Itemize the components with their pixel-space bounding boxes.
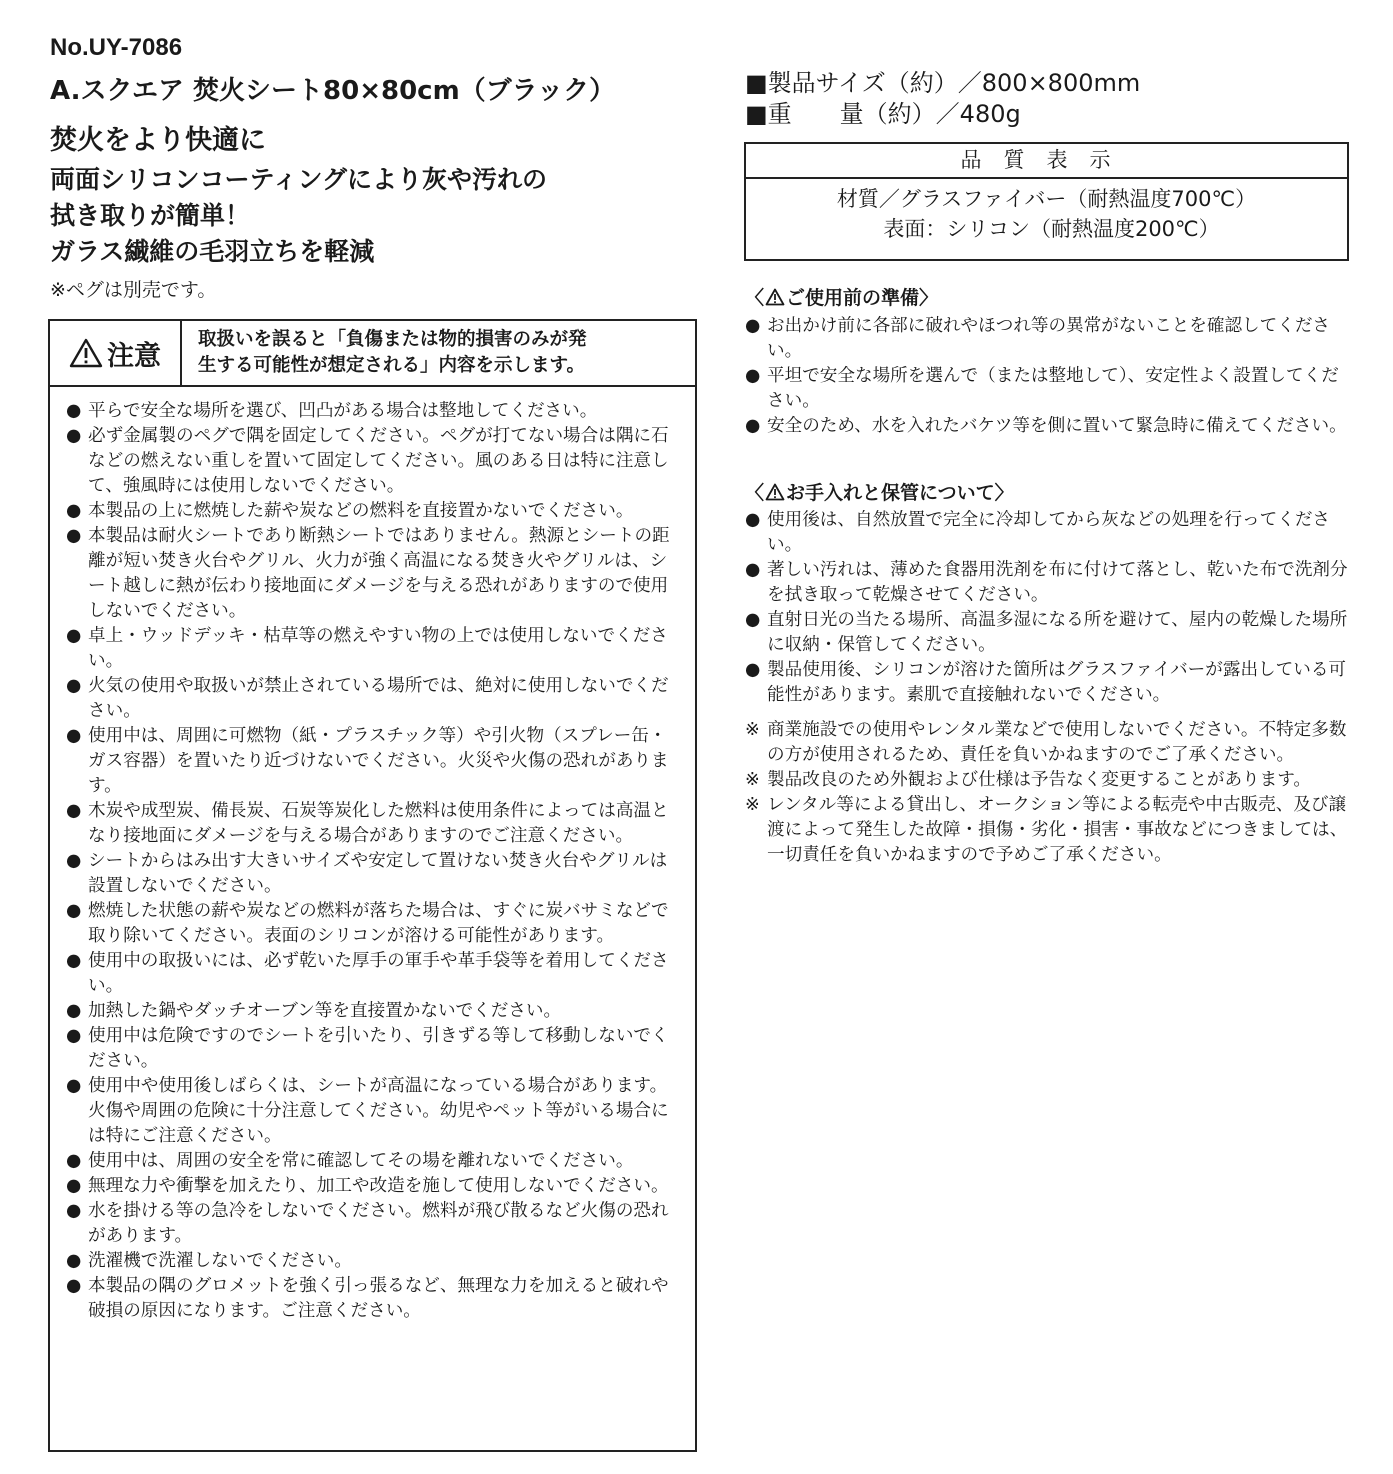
preparation-list <box>745 314 1350 439</box>
care-heading <box>745 478 1014 505</box>
caution-item: ● 洗濯機で洗濯しないでください。 <box>66 1249 675 1274</box>
quality-surface: 表面：シリコン（耐熱温度200℃） <box>883 217 1220 241</box>
care-item: ● 直射日光の当たる場所、高温多湿になる所を避けて、屋内の乾燥した場所に収納・保管してください。 <box>745 608 1350 658</box>
preparation-item: ● お出かけ前に各部に破れやほつれ等の異常がないことを確認してください。 <box>745 314 1350 364</box>
caution-item: ● 使用中は、周囲に可燃物（紙・プラスチック等）や引火物（スプレー缶・ガス容器）を置いたり近づけないでください。火災や火傷の恐れがあります。 <box>66 724 675 799</box>
spec-block <box>745 68 1140 130</box>
caution-description-line: 取扱いを誤ると「負傷または物的損害のみが発 <box>198 329 587 350</box>
note-item: ※ 製品改良のため外観および仕様は予告なく変更することがあります。 <box>745 768 1350 793</box>
caution-item: ● シートからはみ出す大きいサイズや安定して置けない焚き火台やグリルは設置しないでください。 <box>66 849 675 899</box>
caution-item: ● 使用中は、周囲の安全を常に確認してその場を離れないでください。 <box>66 1149 675 1174</box>
quality-material: 材質／グラスファイバー（耐熱温度700℃） <box>836 187 1257 211</box>
warning-icon <box>765 483 785 501</box>
feature-line: ガラス繊維の毛羽立ちを軽減 <box>50 237 375 266</box>
care-heading-bracket: 〈 <box>745 482 765 504</box>
caution-item: ● 無理な力や衝撃を加えたり、加工や改造を施して使用しないでください。 <box>66 1174 675 1199</box>
caution-item: ● 必ず金属製のペグで隅を固定してください。ペグが打てない場合は隅に石などの燃えない重しを置いて固定してください。風のある日は特に注意して、強風時には使用しないでください。 <box>66 424 675 499</box>
caution-item: ● 卓上・ウッドデッキ・枯草等の燃えやすい物の上では使用しないでください。 <box>66 624 675 674</box>
notes-list <box>745 718 1350 868</box>
caution-item: ● 使用中や使用後しばらくは、シートが高温になっている場合があります。火傷や周囲の危険に十分注意してください。幼児やペット等がいる場合には特にご注意ください。 <box>66 1074 675 1149</box>
caution-item: ● 水を掛ける等の急冷をしないでください。燃料が飛び散るなど火傷の恐れがあります。 <box>66 1199 675 1249</box>
caution-item: ● 加熱した鍋やダッチオーブン等を直接置かないでください。 <box>66 999 675 1024</box>
caution-description <box>198 327 687 379</box>
caution-item: ● 本製品は耐火シートであり断熱シートではありません。熱源とシートの距離が短い焚き火台やグリル、火力が強く高温になる焚き火やグリルは、シート越しに熱が伝わり接地面にダメージを与える恐れがありますので使用しないでください。 <box>66 524 675 624</box>
preparation-heading-text: ご使用前の準備〉 <box>786 287 939 309</box>
feature-line: 拭き取りが簡単！ <box>50 201 251 230</box>
preparation-heading <box>745 283 938 310</box>
care-item: ● 著しい汚れは、薄めた食器用洗剤を布に付けて落とし、乾いた布で洗剤分を拭き取って乾燥させてください。 <box>745 558 1350 608</box>
caution-header <box>50 321 695 387</box>
caution-item: ● 使用中の取扱いには、必ず乾いた厚手の軍手や革手袋等を着用してください。 <box>66 949 675 999</box>
caution-item: ● 燃焼した状態の薪や炭などの燃料が落ちた場合は、すぐに炭バサミなどで取り除いてください。表面のシリコンが溶ける可能性があります。 <box>66 899 675 949</box>
preparation-heading-bracket: 〈 <box>745 287 765 309</box>
caution-item: ● 平らで安全な場所を選び、凹凸がある場合は整地してください。 <box>66 399 675 424</box>
care-item: ● 使用後は、自然放置で完全に冷却してから灰などの処理を行ってください。 <box>745 508 1350 558</box>
care-list <box>745 508 1350 708</box>
spec-size: ■製品サイズ（約）／800×800mm <box>745 69 1141 97</box>
quality-label-header: 品質表示 <box>746 144 1347 179</box>
caution-item: ● 本製品の隅のグロメットを強く引っ張るなど、無理な力を加えると破れや破損の原因になります。ご注意ください。 <box>66 1274 675 1324</box>
note-item: ※ 商業施設での使用やレンタル業などで使用しないでください。不特定多数の方が使用されるため、責任を負いかねますのでご了承ください。 <box>745 718 1350 768</box>
caution-label-text: 注意 <box>107 340 161 372</box>
note-item: ※ レンタル等による貸出し、オークション等による転売や中古販売、及び譲渡によって発生した故障・損傷・劣化・損害・事故などにつきましては、一切責任を負いかねますので予めご了承ください。 <box>745 793 1350 868</box>
peg-note: ※ペグは別売です。 <box>50 279 217 301</box>
care-item: ● 製品使用後、シリコンが溶けた箇所はグラスファイバーが露出している可能性があります。素肌で直接触れないでください。 <box>745 658 1350 708</box>
quality-label-body <box>746 184 1347 244</box>
quality-label-box <box>744 142 1349 261</box>
care-heading-text: お手入れと保管について〉 <box>786 482 1014 504</box>
caution-item: ● 使用中は危険ですのでシートを引いたり、引きずる等して移動しないでください。 <box>66 1024 675 1074</box>
preparation-item: ● 安全のため、水を入れたバケツ等を側に置いて緊急時に備えてください。 <box>745 414 1350 439</box>
spec-weight: ■重 量（約）／480g <box>745 100 1021 128</box>
caution-item: ● 木炭や成型炭、備長炭、石炭等炭化した燃料は使用条件によっては高温となり接地面にダメージを与える場合がありますのでご注意ください。 <box>66 799 675 849</box>
caution-description-line: 生する可能性が想定される」内容を示します。 <box>198 355 586 376</box>
caution-item: ● 火気の使用や取扱いが禁止されている場所では、絶対に使用しないでください。 <box>66 674 675 724</box>
feature-list <box>50 162 547 270</box>
caution-item: ● 本製品の上に燃焼した薪や炭などの燃料を直接置かないでください。 <box>66 499 675 524</box>
feature-line: 両面シリコンコーティングにより灰や汚れの <box>50 165 548 194</box>
product-title: A.スクエア 焚火シート80×80cm（ブラック） <box>50 76 616 106</box>
preparation-item: ● 平坦で安全な場所を選んで（または整地して）、安定性よく設置してください。 <box>745 364 1350 414</box>
caution-list <box>66 399 675 1324</box>
caution-label <box>50 321 182 385</box>
product-tagline: 焚火をより快適に <box>50 125 266 156</box>
warning-icon <box>765 288 785 306</box>
warning-icon <box>69 338 103 368</box>
caution-box <box>48 319 697 1452</box>
model-number: No.UY-7086 <box>50 34 183 61</box>
